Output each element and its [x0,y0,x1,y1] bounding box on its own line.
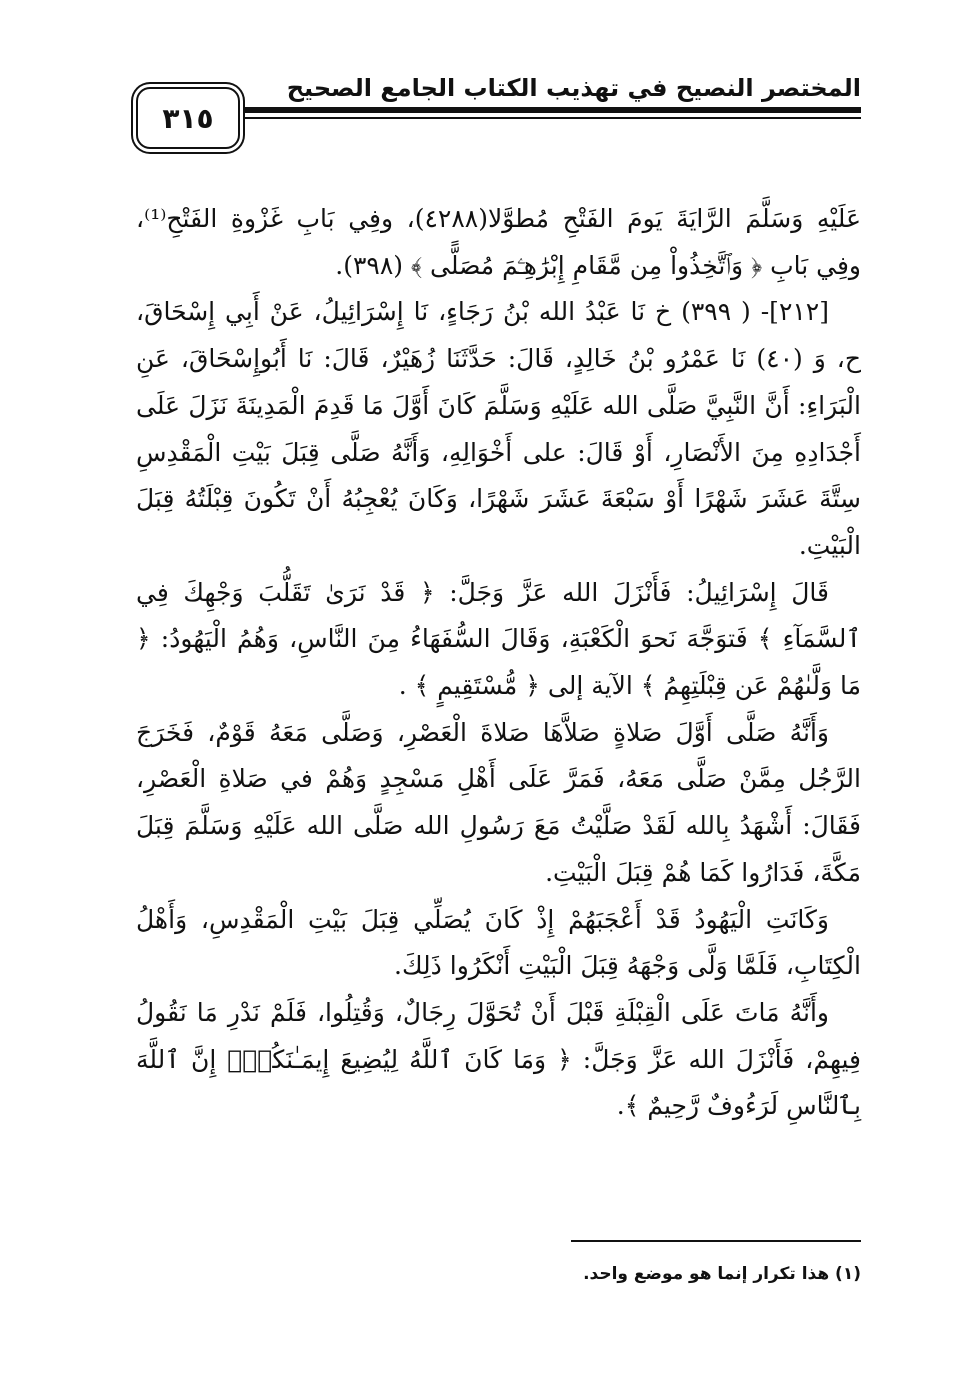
page-number: ٣١٥ [162,101,214,135]
footnote-separator [571,1240,861,1242]
paragraph: قَالَ إِسْرَائِيلُ: فَأَنْزَلَ الله عَزَّ وَجَلَّ: ﴿ قَدْ نَرَىٰ تَقَلُّبَ وَجْهِكَ فِي ٱلسَّمَآءِ ﴾ فَتوَجَّهَ نَحوَ الْكَعْبَةِ، وَقَالَ السُّفَهَاءُ مِنَ النَّاسِ، وَهُمُ الْيَهُودُ: ﴿ مَا وَلَّىٰهُمْ عَن قِبْلَتِهِمُ ﴾ الآية إلى ﴿ مُّسْتَقِيمٍ ﴾ . [136,577,861,701]
paragraph: وَكَانَتِ الْيَهُودُ قَدْ أَعْجَبَهُمْ إِذْ كَانَ يُصَلِّي قِبَلَ بَيْتِ الْمَقْدِسِ، وَأَهْلُ الْكِتَابِ، فَلَمَّا وَلَّى وَجْهَهُ قِبَلَ الْبَيْتِ أَنْكَرُوا ذَلِكَ. [136,904,861,981]
header-rule-thin [230,117,861,119]
running-header-title: المختصر النصيح في تهذيب الكتاب الجامع الصحيح [286,74,861,102]
paragraph: عَلَيْهِ وَسَلَّمَ الرَّايَةَ يَومَ الفَتْحِ مُطوَّلا(٤٢٨٨)، وفِي بَابِ غَزْوةِ الفَتْحِ⁽¹⁾، وفِي بَابِ ﴿ وَٱتَّخِذُواْ مِن مَّقَامِ إِبْرَٰهِـۧمَ مُصَلًّى ﴾ (٣٩٨). [136,204,861,280]
paragraph: وَأَنَّهُ صَلَّى أَوَّلَ صَلاةٍ صَلاَّهَا صَلاةَ الْعَصْرِ، وَصَلَّى مَعَهُ قَوْمٌ، فَخَرَجَ الرَّجُل مِمَّنْ صَلَّى مَعَهُ، فَمَرَّ عَلَى أَهْلِ مَسْجِدٍ وَهُمْ في صَلاةِ الْعَصْرِ، فَقَالَ: أَشْهَدُ بِالله لَقَدْ صَلَّيْتُ مَعَ رَسُولِ الله صَلَّى الله عَلَيْهِ وَسَلَّمَ قِبَلَ مَكَّةَ، فَدَارُوا كَمَا هُمْ قِبَلَ الْبَيْتِ. [136,717,861,887]
body-text [136,196,861,1130]
paragraph: [٢١٢]- ( ٣٩٩) خ نَا عَبْدُ الله بْنُ رَجَاءٍ، نَا إِسْرَائِيلُ، عَنْ أَبِي إِسْحَاقَ، ح، وَ (٤٠) نَا عَمْرُو بْنُ خَالِدٍ، قَالَ: حَدَّثَنَا زُهَيْرٌ، قَالَ: نَا أَبُوإِسْحَاقَ، عَنِ الْبَرَاءِ: أَنَّ النَّبِيَّ صَلَّى الله عَلَيْهِ وَسَلَّمَ كَانَ أَوَّلَ مَا قَدِمَ الْمَدِينَةَ نَزَلَ عَلَى أَجْدَادِهِ مِنَ الأَنْصَارِ، أَوْ قَالَ: على أَخْوَالِهِ، وَأَنَّهُ صَلَّى قِبَلَ بَيْتِ الْمَقْدِسِ سِتَّةَ عَشَرَ شَهْرًا أَوْ سَبْعَةَ عَشَرَ شَهْرًا، وَكَانَ يُعْجِبُهُ أَنْ تَكُونَ قِبْلَتُهُ قِبَلَ الْبَيْتِ. [136,297,861,560]
page-number-frame [136,87,240,149]
header-rule [230,107,861,113]
footnote: (١) هذا تكرار إنما هو موضع واحد. [583,1264,861,1284]
paragraph: وأَنَّهُ مَاتَ عَلَى الْقِبْلَةِ قَبْلَ أَنْ تُحَوَّلَ رِجَالٌ، وَقُتِلُوا، فَلَمْ نَدْرِ مَا نَقُولُ فِيهِمْ، فَأَنْزَلَ الله عَزَّ وَجَلَّ: ﴿ وَمَا كَانَ ٱللَّهُ لِيُضِيعَ إِيمَـٰنَكُمْۚ إِنَّ ٱللَّهَ بِٱلنَّاسِ لَرَءُوفٌ رَّحِيمٌ ﴾. [136,997,861,1121]
